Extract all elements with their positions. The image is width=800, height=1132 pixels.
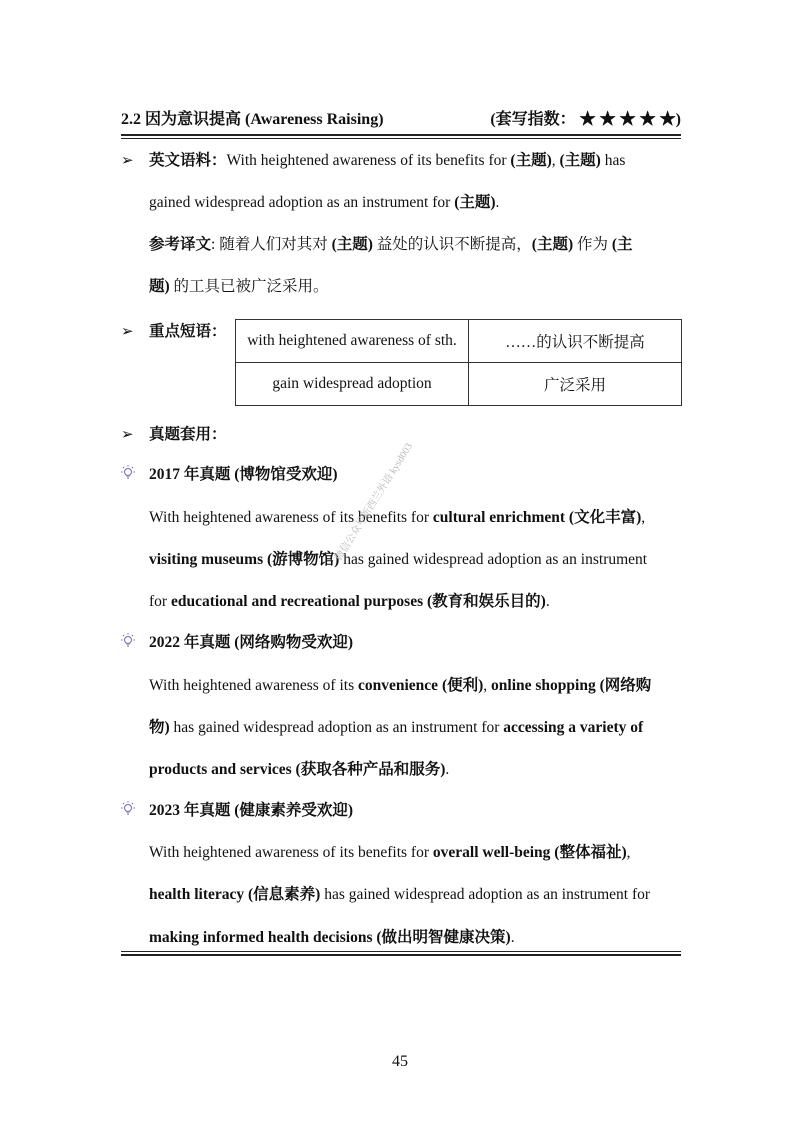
text: With heightened awareness of its benefits for: [149, 509, 433, 526]
bold-phrase: visiting museums (游博物馆): [149, 551, 340, 568]
example-title-text: 2023 年真题 (健康素养受欢迎): [149, 802, 354, 819]
english-corpus-line1: [149, 151, 625, 171]
reference-line1: [149, 235, 633, 255]
text: ,: [641, 509, 646, 526]
section-title: 2.2 因为意识提高 (Awareness Raising): [121, 111, 384, 128]
text: With heightened awareness of its: [149, 677, 358, 694]
example-2023-line2: [149, 885, 650, 905]
text: With heightened awareness of its benefits for: [226, 152, 511, 169]
topic-placeholder: (主题): [559, 152, 601, 169]
watermark: 微信公众号新西兰外语 kysd003: [333, 441, 416, 563]
text: 作为: [573, 236, 612, 253]
example-2023-line3: [149, 928, 515, 948]
top-rule-thin: [121, 138, 681, 139]
phrase-zh: 广泛采用: [469, 363, 682, 406]
section-heading: [121, 106, 681, 130]
text: .: [495, 194, 500, 211]
text: has gained widespread adoption as an instrument for: [320, 886, 651, 903]
topic-placeholder: (主题): [454, 194, 496, 211]
exam-use-label-text: 真题套用：: [149, 426, 227, 443]
key-phrases-label: [149, 322, 227, 342]
topic-placeholder: (主题): [510, 152, 552, 169]
bold-phrase: online shopping (网络购: [491, 677, 652, 694]
bold-phrase: making informed health decisions (做出明智健康决策): [149, 929, 511, 946]
rating-stars: ★ ★ ★ ★ ★: [579, 111, 676, 128]
lightbulb-icon: [120, 464, 136, 482]
example-2023-line1: [149, 843, 631, 863]
rating-close: ): [675, 111, 681, 128]
topic-placeholder: 题): [149, 278, 170, 295]
phrase-zh: ……的认识不断提高: [469, 320, 682, 363]
bold-phrase: cultural enrichment (文化丰富): [432, 509, 642, 526]
reference-label: 参考译文: [149, 236, 212, 253]
text: for: [149, 593, 171, 610]
text: .: [545, 593, 550, 610]
exam-use-label: [149, 425, 227, 445]
example-2017-line3: [149, 592, 550, 612]
example-2022-line3: [149, 760, 449, 780]
top-rule-thick: [121, 134, 681, 136]
text: has: [600, 152, 626, 169]
page-number: 45: [392, 1053, 408, 1070]
english-corpus-label: 英文语料：: [149, 152, 227, 169]
text: 的工具已被广泛采用。: [169, 278, 329, 295]
lightbulb-icon: [120, 632, 136, 650]
rating-label: (套写指数：: [490, 111, 576, 128]
text: .: [510, 929, 515, 946]
example-2023-title: [149, 801, 353, 821]
lightbulb-icon: [120, 800, 136, 818]
arrow-bullet-icon: ➢: [121, 427, 134, 443]
bottom-rule-thin: [121, 951, 681, 952]
bold-phrase: accessing a variety of: [503, 719, 644, 736]
text: ,: [626, 844, 631, 861]
bold-phrase: convenience (便利): [358, 677, 484, 694]
bold-phrase: educational and recreational purposes (教育和娱乐目的): [170, 593, 546, 610]
table-row: [236, 363, 682, 406]
reference-line2: [149, 277, 329, 297]
key-phrases-table: [235, 319, 682, 406]
text: gained widespread adoption as an instrument for: [149, 194, 455, 211]
example-title-text: 2022 年真题 (网络购物受欢迎): [149, 634, 354, 651]
topic-placeholder: (主: [611, 236, 633, 253]
text: .: [445, 761, 450, 778]
text: has gained widespread adoption as an instrument for: [169, 719, 504, 736]
example-2022-title: [149, 633, 353, 653]
bold-phrase: products and services (获取各种产品和服务): [149, 761, 446, 778]
text: : 随着人们对其对: [211, 236, 332, 253]
arrow-bullet-icon: ➢: [121, 324, 134, 340]
rating: [490, 106, 681, 129]
bold-phrase: 物): [149, 719, 170, 736]
bold-phrase: health literacy (信息素养): [149, 886, 321, 903]
example-2022-line2: [149, 718, 643, 738]
example-2017-line2: [149, 550, 647, 570]
topic-placeholder: (主题): [331, 236, 373, 253]
example-title-text: 2017 年真题 (博物馆受欢迎): [149, 466, 338, 483]
key-phrases-label-text: 重点短语：: [149, 323, 227, 340]
bottom-rule-thick: [121, 954, 681, 956]
phrase-en: gain widespread adoption: [236, 363, 469, 406]
example-2022-line1: [149, 676, 651, 696]
text: ,: [551, 152, 560, 169]
english-corpus-line2: [149, 193, 499, 213]
phrase-en: with heightened awareness of sth.: [236, 320, 469, 363]
text: ,: [483, 677, 492, 694]
example-2017-line1: [149, 508, 645, 528]
topic-placeholder: (主题): [531, 236, 574, 253]
bold-phrase: overall well-being (整体福祉): [432, 844, 627, 861]
arrow-bullet-icon: ➢: [121, 153, 134, 169]
text: 益处的认识不断提高，: [372, 236, 532, 253]
text: With heightened awareness of its benefits for: [149, 844, 433, 861]
table-row: [236, 320, 682, 363]
text: has gained widespread adoption as an instrument: [339, 551, 648, 568]
example-2017-title: [149, 465, 338, 485]
